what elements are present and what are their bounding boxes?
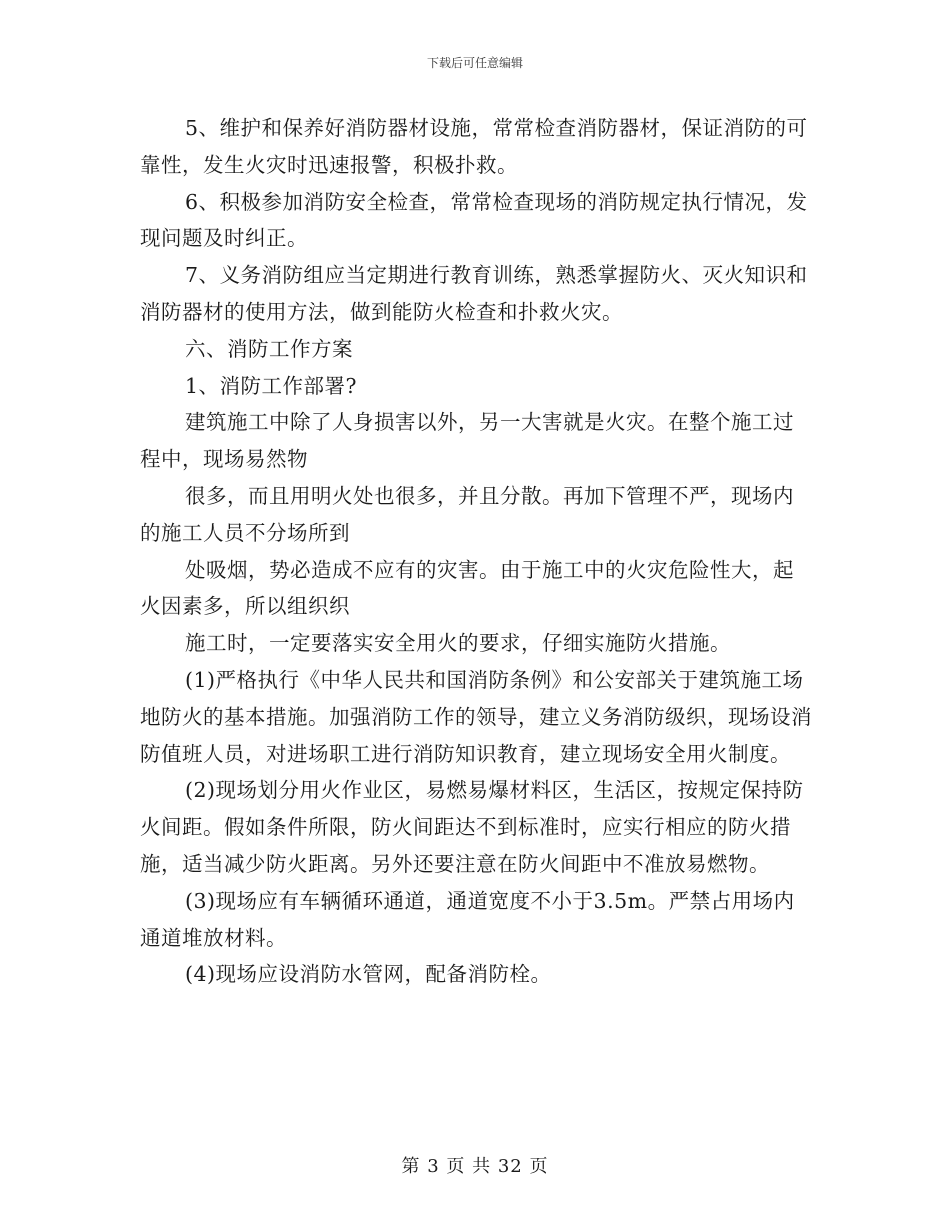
page-header: 下载后可任意编辑	[426, 56, 523, 70]
paragraph: 7、义务消防组应当定期进行教育训练，熟悉掌握防火、灭火知识和消防器材的使用方法，做到能防火检查和扑救火灾。	[140, 263, 808, 324]
paragraph: 施工时，一定要落实安全用火的要求，仔细实施防火措施。	[185, 631, 731, 656]
list-item: (2)现场划分用火作业区，易燃易爆材料区，生活区，按规定保持防火间距。假如条件所限，防火间距达不到标准时，应实行相应的防火措施，适当减少防火距离。另外还要注意在防火间距中不准放易燃物。	[140, 778, 804, 876]
subsection-heading: 1、消防工作部署?	[185, 373, 358, 398]
page-number: 第 3 页 共 32 页	[401, 1156, 549, 1177]
list-item: (3)现场应有车辆循环通道，通道宽度不小于3.5m。严禁占用场内通道堆放材料。	[140, 888, 795, 950]
paragraph: 处吸烟，势必造成不应有的灾害。由于施工中的火灾危险性大，起火因素多，所以组织织	[140, 557, 794, 619]
paragraph: 6、积极参加消防安全检查，常常检查现场的消防规定执行情况，发现问题及时纠正。	[140, 189, 808, 251]
paragraph: 建筑施工中除了人身损害以外，另一大害就是火灾。在整个施工过程中，现场易然物	[140, 410, 794, 472]
paragraph: 很多，而且用明火处也很多，并且分散。再加下管理不严，现场内的施工人员不分场所到	[140, 483, 794, 545]
document-body	[140, 110, 812, 993]
paragraph: 5、维护和保养好消防器材设施，常常检查消防器材，保证消防的可靠性，发生火灾时迅速报警，积极扑救。	[140, 116, 808, 177]
list-item: (1)严格执行《中华人民共和国消防条例》和公安部关于建筑施工场地防火的基本措施。加强消防工作的领导，建立义务消防级织，现场设消防值班人员，对进场职工进行消防知识教育，建立现场安全用火制度。	[140, 667, 812, 766]
section-heading: 六、消防工作方案	[185, 336, 353, 361]
list-item: (4)现场应设消防水管网，配备消防栓。	[185, 962, 552, 987]
